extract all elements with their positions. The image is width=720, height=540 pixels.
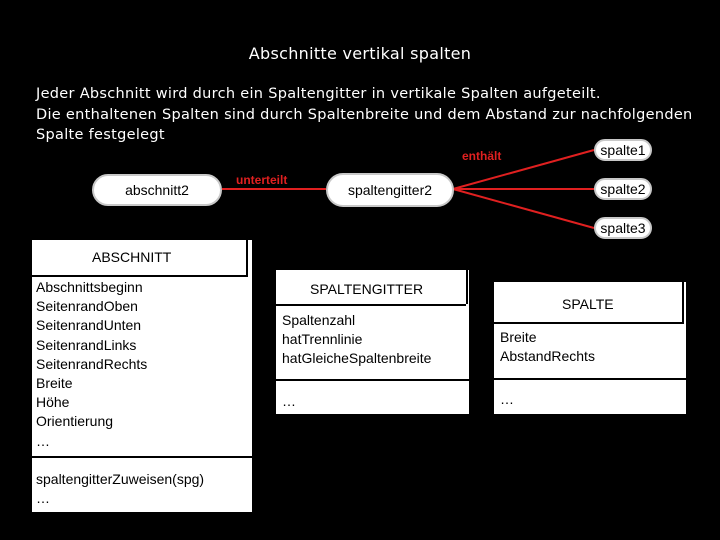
method: … xyxy=(36,490,50,507)
class-divider xyxy=(246,240,248,275)
class-divider xyxy=(32,275,248,277)
attribute: SeitenrandLinks xyxy=(36,336,137,353)
edge-label-enthaelt: enthält xyxy=(462,149,502,163)
class-spalte-name: SPALTE xyxy=(562,296,614,312)
class-spaltengitter-attributes xyxy=(278,311,431,369)
intro-line: Die enthaltenen Spalten sind durch Spaltenbreite und dem Abstand zur nachfolgenden xyxy=(36,106,693,123)
attribute: SeitenrandUnten xyxy=(36,317,142,334)
attribute: Abschnittsbeginn xyxy=(36,279,143,295)
attribute: SeitenrandRechts xyxy=(36,355,148,372)
class-spalte xyxy=(494,282,686,414)
method: spaltengitterZuweisen(spg) xyxy=(36,471,205,487)
attribute: SeitenrandOben xyxy=(36,298,138,315)
connector-spalte3 xyxy=(453,189,594,228)
attribute: Breite xyxy=(36,375,73,392)
class-divider xyxy=(466,270,468,304)
node-abschnitt2: abschnitt2 xyxy=(92,174,222,206)
method: … xyxy=(500,391,514,407)
node-spalte2: spalte2 xyxy=(594,178,652,200)
class-divider xyxy=(494,378,686,380)
attribute: Spaltenzahl xyxy=(282,312,356,328)
attribute: Orientierung xyxy=(36,413,114,430)
edge-label-unterteilt: unterteilt xyxy=(236,173,288,187)
class-divider xyxy=(494,322,684,324)
node-spaltengitter2: spaltengitter2 xyxy=(326,173,454,207)
attribute: AbstandRechts xyxy=(500,348,595,365)
attribute: … xyxy=(36,432,50,449)
page-title: Abschnitte vertikal spalten xyxy=(248,44,472,63)
class-abschnitt-attributes xyxy=(32,278,147,451)
class-spaltengitter-methods xyxy=(278,392,296,411)
node-spalte1: spalte1 xyxy=(594,139,652,161)
class-abschnitt xyxy=(32,240,252,512)
intro-line: Jeder Abschnitt wird durch ein Spaltengitter in vertikale Spalten aufgeteilt. xyxy=(36,86,601,102)
class-abschnitt-methods xyxy=(32,470,204,508)
node-spalte3: spalte3 xyxy=(594,217,652,239)
class-divider xyxy=(276,379,469,381)
attribute: Höhe xyxy=(36,394,70,411)
attribute: Breite xyxy=(500,329,537,345)
method: … xyxy=(282,393,296,409)
class-spaltengitter-name: SPALTENGITTER xyxy=(310,281,424,297)
class-abschnitt-name: ABSCHNITT xyxy=(92,249,172,265)
class-spalte-attributes xyxy=(496,328,595,366)
intro-line: Spalte festgelegt xyxy=(36,127,165,143)
attribute: hatTrennlinie xyxy=(282,331,363,348)
class-divider xyxy=(276,304,466,306)
attribute: hatGleicheSpaltenbreite xyxy=(282,350,432,367)
class-divider xyxy=(32,456,252,458)
class-spalte-methods xyxy=(496,390,514,409)
class-divider xyxy=(682,282,684,322)
class-spaltengitter xyxy=(276,270,469,414)
